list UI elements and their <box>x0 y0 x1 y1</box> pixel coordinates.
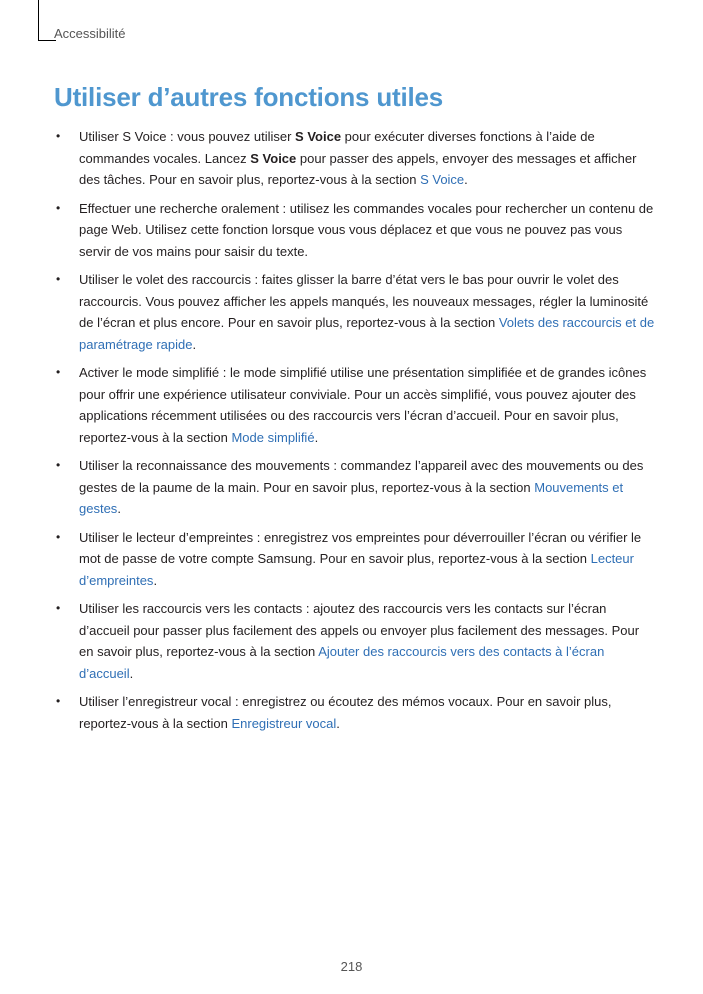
bullet-icon: • <box>56 200 61 215</box>
list-item-text: Utiliser la reconnaissance des mouvements : commandez l’appareil avec des mouvements ou des gestes de la paume de la main. Pour en savoir plus, reportez-vous à la section <box>79 458 644 495</box>
list-item-end: . <box>117 501 121 516</box>
list-item-bold: S Voice <box>295 129 342 144</box>
list-item-easy-mode <box>56 362 656 448</box>
list-item-voice-recorder <box>56 691 656 734</box>
bullet-icon: • <box>56 129 61 143</box>
list-item-end: . <box>314 429 319 445</box>
list-item-text: Utiliser S Voice : vous pouvez utiliser <box>79 129 296 144</box>
list-item-notification-panel <box>56 269 656 355</box>
list-item-text: pour exécuter diverses fonctions à l’aide de commandes vocales. Lancez <box>79 129 595 166</box>
link-motions-gestures[interactable]: Mouvements et gestes <box>79 479 624 516</box>
section-header: Accessibilité <box>54 26 126 41</box>
list-item-contact-shortcuts <box>56 598 656 684</box>
list-item-text: Effectuer une recherche oralement : utilisez les commandes vocales pour rechercher un contenu de page Web. Utilisez cette fonction lorsque vous vous déplacez et que vous ne pouvez pas vous servir de vos mains pour saisir du texte. <box>79 200 654 259</box>
list-item-motion-recognition <box>56 455 656 520</box>
list-item-text: Utiliser le lecteur d’empreintes : enregistrez vos empreintes pour déverrouiller l’écran ou vérifier le mot de passe de votre compte Samsung. Pour en savoir plus, reportez-vous à la section <box>79 529 642 566</box>
page-title: Utiliser d’autres fonctions utiles <box>54 82 444 112</box>
bullet-icon: • <box>56 272 61 286</box>
link-contact-shortcuts[interactable]: Ajouter des raccourcis vers des contacts à l’écran d’accueil <box>79 644 605 681</box>
list-item-end: . <box>153 572 158 588</box>
bullet-icon: • <box>56 601 61 615</box>
bullet-icon: • <box>56 365 61 379</box>
list-item-text: Utiliser l’enregistreur vocal : enregistrez ou écoutez des mémos vocaux. Pour en savoir plus, reportez-vous à la section <box>79 694 612 731</box>
list-item-end: . <box>192 336 197 352</box>
link-s-voice[interactable]: S Voice <box>420 172 465 187</box>
list-item-text: Activer le mode simplifié : le mode simplifié utilise une présentation simplifiée et de grandes icônes pour offrir une expérience utilisateur conviviale. Pour un accès simplifié, vous pouvez ajouter des applications récemment utilisées ou des raccourcis vers l’écran d’accueil. Pour en savoir plus, reportez-vous à la section <box>79 365 647 445</box>
list-item-voice-search <box>56 198 656 263</box>
list-item-text: Utiliser le volet des raccourcis : faites glisser la barre d’état vers le bas pour ouvrir le volet des raccourcis. Vous pouvez afficher les appels manqués, les nouveaux messages, régler la luminosité de l’écran et plus encore. Pour en savoir plus, reportez-vous à la section <box>79 272 649 330</box>
bullet-icon: • <box>56 529 61 544</box>
list-item-text: pour passer des appels, envoyer des messages et afficher des tâches. Pour en savoir plus, reportez-vous à la section <box>79 150 637 187</box>
list-item-s-voice <box>56 126 656 191</box>
list-item-end: . <box>464 172 468 187</box>
bullet-list <box>56 126 656 741</box>
link-fingerprint-reader[interactable]: Lecteur d’empreintes <box>79 551 634 588</box>
list-item-text: Utiliser les raccourcis vers les contacts : ajoutez des raccourcis vers les contacts sur l’écran d’accueil pour passer plus facilement des appels ou envoyer plus facilement des messages. Pour en savoir plus, reportez-vous à la section <box>79 601 640 659</box>
link-notification-panel[interactable]: Volets des raccourcis et de paramétrage rapide <box>79 315 655 352</box>
page-number: 218 <box>340 959 363 974</box>
list-item-bold: S Voice <box>250 150 297 166</box>
bullet-icon: • <box>56 694 61 708</box>
list-item-end: . <box>336 715 340 731</box>
link-easy-mode[interactable]: Mode simplifié <box>231 429 315 445</box>
link-voice-recorder[interactable]: Enregistreur vocal <box>231 715 337 731</box>
list-item-fingerprint <box>56 527 656 592</box>
list-item-end: . <box>129 665 134 681</box>
bullet-icon: • <box>56 458 61 472</box>
header-corner-vertical-rule <box>38 0 39 40</box>
